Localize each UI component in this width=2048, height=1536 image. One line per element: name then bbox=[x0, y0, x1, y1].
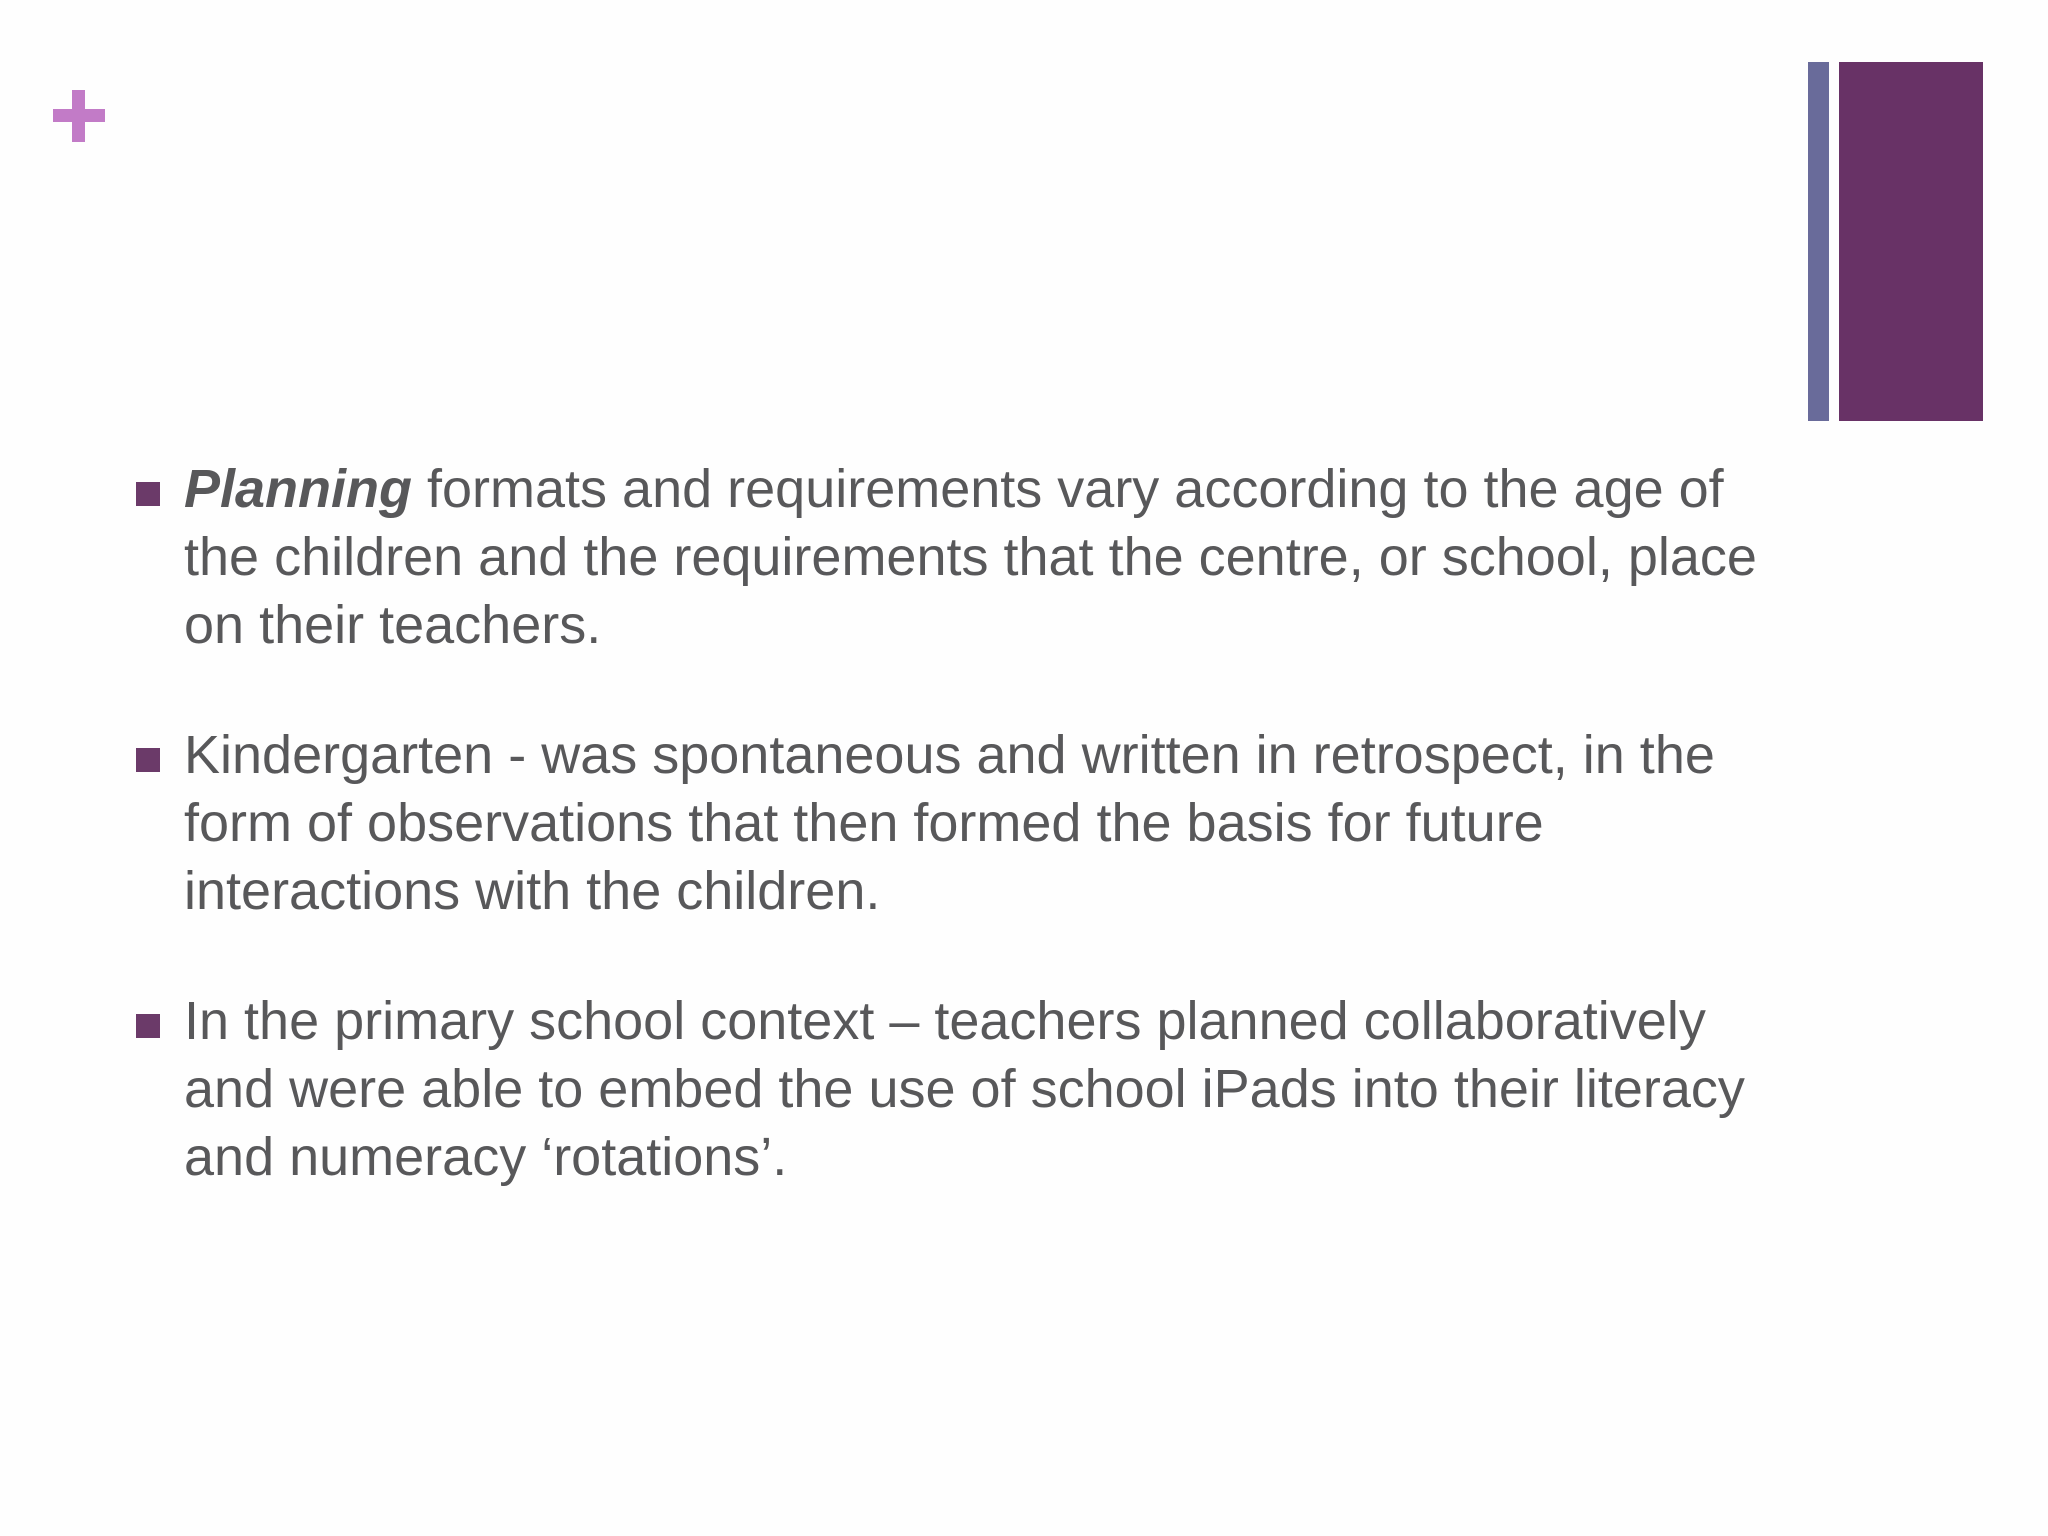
square-bullet-icon bbox=[136, 748, 160, 772]
plus-icon bbox=[53, 90, 105, 142]
plus-icon-vertical bbox=[72, 90, 85, 142]
bullet-body: formats and requirements vary according to the age of the children and the requirements that the centre, or school, place on their teachers. bbox=[184, 459, 1757, 655]
square-bullet-icon bbox=[136, 482, 160, 506]
decorative-bar-thin bbox=[1808, 62, 1829, 421]
bullet-list bbox=[134, 455, 1794, 1253]
bullet-emphasis: Planning bbox=[184, 459, 412, 519]
bullet-item-kindergarten bbox=[134, 721, 1794, 925]
bullet-text: In the primary school context – teachers planned collaboratively and were able to embed the use of school iPads into their literacy and numeracy ‘rotations’. bbox=[184, 991, 1745, 1187]
decorative-bar-wide bbox=[1839, 62, 1983, 421]
bullet-item-primary-school bbox=[134, 987, 1794, 1191]
square-bullet-icon bbox=[136, 1014, 160, 1038]
bullet-item-planning bbox=[134, 455, 1794, 659]
bullet-text: Kindergarten - was spontaneous and written in retrospect, in the form of observations that then formed the basis for future interactions with the children. bbox=[184, 725, 1715, 921]
bullet-text bbox=[184, 459, 1757, 655]
